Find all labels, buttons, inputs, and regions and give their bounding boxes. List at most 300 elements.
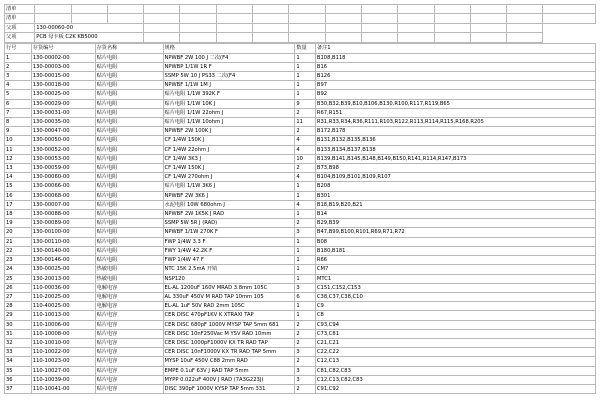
header-cell bbox=[144, 14, 180, 23]
header-cell bbox=[253, 33, 289, 42]
table-cell: B08 bbox=[315, 237, 595, 246]
header-cell bbox=[434, 14, 470, 23]
table-cell: 贴片电阻 bbox=[95, 62, 163, 71]
table-cell: 贴片电容 bbox=[95, 375, 163, 384]
table-cell: FWP 1/4W 3.3 F bbox=[163, 237, 295, 246]
table-cell: 1 bbox=[295, 246, 316, 255]
table-cell: 贴片电容 bbox=[95, 366, 163, 375]
table-cell: B16 bbox=[315, 62, 595, 71]
table-cell: C93,C94 bbox=[315, 320, 595, 329]
table-cell: 贴片电阻 bbox=[95, 99, 163, 108]
header-cell bbox=[216, 5, 252, 14]
table-cell: 贴片电阻 bbox=[95, 127, 163, 136]
table-row bbox=[5, 62, 596, 71]
column-header: 备注1 bbox=[315, 43, 595, 53]
table-cell: CER DISC 10nF1000V KX TR RAD TAP 5mm bbox=[163, 348, 295, 357]
header-row bbox=[5, 33, 596, 42]
header-label: 清单 bbox=[5, 14, 35, 23]
table-cell: 贴片电阻 bbox=[95, 72, 163, 81]
table-cell: 14 bbox=[5, 173, 32, 182]
table-row bbox=[5, 127, 596, 136]
table-cell: 20 bbox=[5, 228, 32, 237]
table-cell: C8 bbox=[315, 311, 595, 320]
column-header: 存货编号 bbox=[31, 43, 95, 53]
table-cell: 130-00146-00 bbox=[31, 256, 95, 265]
parent-label: 父项 bbox=[5, 23, 35, 32]
header-cell bbox=[289, 14, 325, 23]
header-cell bbox=[543, 14, 596, 23]
parent-desc-value: PCB 母卡板 C2K KB5000 bbox=[35, 33, 144, 42]
table-cell: 110-10008-00 bbox=[31, 329, 95, 338]
table-cell: 25 bbox=[5, 274, 32, 283]
table-cell: 22 bbox=[5, 246, 32, 255]
header-cell bbox=[398, 33, 434, 42]
header-cell bbox=[507, 14, 543, 23]
table-cell: 1 bbox=[295, 72, 316, 81]
header-cell bbox=[180, 23, 216, 32]
table-cell: 热敏电阻 bbox=[95, 274, 163, 283]
header-cell bbox=[325, 14, 361, 23]
table-cell: 32 bbox=[5, 338, 32, 347]
table-row bbox=[5, 283, 596, 292]
table-cell: 30 bbox=[5, 320, 32, 329]
table-row bbox=[5, 274, 596, 283]
table-cell: 2 bbox=[295, 329, 316, 338]
table-cell: CF 1/4W 3K3 J bbox=[163, 154, 295, 163]
table-cell: NPWBP 1/1W 1R F bbox=[163, 62, 295, 71]
table-cell: 12 bbox=[5, 154, 32, 163]
table-cell: 贴片电阻 1/1W 10K J bbox=[163, 99, 295, 108]
table-cell: B131,B132,B135,B136 bbox=[315, 136, 595, 145]
table-cell: B108,B118 bbox=[315, 53, 595, 62]
header-table bbox=[4, 4, 596, 43]
table-row bbox=[5, 320, 596, 329]
header-cell bbox=[470, 23, 506, 32]
table-cell: 130-00110-00 bbox=[31, 237, 95, 246]
table-cell: 贴片电阻 bbox=[95, 108, 163, 117]
table-cell: C12,C13 bbox=[315, 357, 595, 366]
table-cell: 贴片电阻 bbox=[95, 246, 163, 255]
header-cell bbox=[507, 23, 543, 32]
table-cell: CER DISC 470pF1KV K XTRAXI TAP bbox=[163, 311, 295, 320]
table-cell: 8 bbox=[5, 118, 32, 127]
table-row bbox=[5, 108, 596, 117]
header-cell bbox=[216, 23, 252, 32]
table-cell: 2 bbox=[295, 164, 316, 173]
table-row bbox=[5, 256, 596, 265]
table-cell: 贴片电容 bbox=[95, 348, 163, 357]
table-cell: 37 bbox=[5, 384, 32, 393]
table-cell: C21,C21 bbox=[315, 338, 595, 347]
table-row bbox=[5, 311, 596, 320]
table-cell: 33 bbox=[5, 348, 32, 357]
table-cell: 电解电容 bbox=[95, 302, 163, 311]
header-cell bbox=[361, 33, 397, 42]
table-row bbox=[5, 191, 596, 200]
table-cell: 贴片电容 bbox=[95, 357, 163, 366]
table-cell: NPWBF 2W 3K6 J bbox=[163, 191, 295, 200]
header-cell bbox=[180, 14, 216, 23]
table-cell: 13 bbox=[5, 164, 32, 173]
table-row bbox=[5, 72, 596, 81]
table-cell: 3 bbox=[295, 228, 316, 237]
table-row bbox=[5, 136, 596, 145]
table-cell: 贴片电阻 1/1W 392K F bbox=[163, 90, 295, 99]
table-cell: C91,C92 bbox=[315, 384, 595, 393]
table-cell: 34 bbox=[5, 357, 32, 366]
table-cell: 9 bbox=[5, 127, 32, 136]
table-cell: 110-10027-00 bbox=[31, 366, 95, 375]
table-cell: 贴片电阻 1/1W 10ohm J bbox=[163, 118, 295, 127]
table-cell: 9 bbox=[295, 99, 316, 108]
table-cell: 18 bbox=[5, 210, 32, 219]
header-cell bbox=[144, 23, 180, 32]
table-cell: B301 bbox=[315, 191, 595, 200]
table-cell: 贴片电容 bbox=[95, 320, 163, 329]
table-cell: 130-00140-00 bbox=[31, 246, 95, 255]
table-cell: 110-20025-00 bbox=[31, 292, 95, 301]
table-cell: 贴片电阻 bbox=[95, 200, 163, 209]
table-cell: 贴片电阻 bbox=[95, 191, 163, 200]
table-cell: 1 bbox=[295, 191, 316, 200]
table-cell: 130-00068-00 bbox=[31, 191, 95, 200]
table-cell: 130-00047-00 bbox=[31, 127, 95, 136]
column-header: 行号 bbox=[5, 43, 32, 53]
table-row bbox=[5, 99, 596, 108]
table-cell: 130-00059-00 bbox=[31, 164, 95, 173]
table-cell: 贴片电容 bbox=[95, 338, 163, 347]
table-cell: 130-20013-00 bbox=[31, 274, 95, 283]
table-cell: 贴片电阻 bbox=[95, 219, 163, 228]
table-row bbox=[5, 154, 596, 163]
table-cell: 1 bbox=[295, 81, 316, 90]
table-cell: 3 bbox=[295, 283, 316, 292]
table-cell: 130-00052-00 bbox=[31, 145, 95, 154]
table-row bbox=[5, 228, 596, 237]
table-cell: B104,B109,B101,B109,R107 bbox=[315, 173, 595, 182]
table-cell: MTC1 bbox=[315, 274, 595, 283]
table-cell: B133,B134,B137,B138 bbox=[315, 145, 595, 154]
table-cell: 24 bbox=[5, 265, 32, 274]
header-cell bbox=[434, 5, 470, 14]
table-cell: 11 bbox=[5, 145, 32, 154]
table-cell: 1 bbox=[295, 62, 316, 71]
table-cell: CER DISC 10nF250Vac M YSV RAD 10mm bbox=[163, 329, 295, 338]
table-cell: EL-AL 1200uF 160V MRAD 3.8mm 105C bbox=[163, 283, 295, 292]
table-cell: 电解电容 bbox=[95, 283, 163, 292]
table-cell: C38,C37,C38,C10 bbox=[315, 292, 595, 301]
table-cell: 110-00036-00 bbox=[31, 283, 95, 292]
parent-value: 130-00060-00 bbox=[35, 23, 144, 32]
header-cell bbox=[361, 14, 397, 23]
table-cell: DISC 390pF 1000V KYSP TAP 5mm 331 bbox=[163, 384, 295, 393]
header-cell bbox=[361, 23, 397, 32]
table-cell: B126 bbox=[315, 72, 595, 81]
table-cell: 1 bbox=[295, 302, 316, 311]
table-cell: B18,B19,B20,B21 bbox=[315, 200, 595, 209]
header-cell bbox=[507, 5, 543, 14]
table-cell: 130-00066-00 bbox=[31, 182, 95, 191]
table-row bbox=[5, 118, 596, 127]
table-row bbox=[5, 173, 596, 182]
table-cell: B139,B141,B145,B148,B149,B150,R141,R114,R147,B173 bbox=[315, 154, 595, 163]
table-cell: 130-00100-00 bbox=[31, 228, 95, 237]
table-cell: NPWBF 1/1W 270K F bbox=[163, 228, 295, 237]
table-row bbox=[5, 357, 596, 366]
table-cell: 130-00007-00 bbox=[31, 200, 95, 209]
table-cell: 23 bbox=[5, 256, 32, 265]
header-cell bbox=[107, 14, 143, 23]
table-cell: CM7 bbox=[315, 265, 595, 274]
table-cell: 贴片电阻 bbox=[95, 237, 163, 246]
header-value bbox=[35, 5, 71, 14]
header-label: 清单 bbox=[5, 5, 35, 14]
table-cell: B29,B39 bbox=[315, 219, 595, 228]
header-cell bbox=[71, 14, 107, 23]
table-row bbox=[5, 292, 596, 301]
table-row bbox=[5, 210, 596, 219]
table-cell: EL-AL 1uF 50V RAD 2mm 105C bbox=[163, 302, 295, 311]
table-cell: 29 bbox=[5, 311, 32, 320]
table-cell: 1 bbox=[295, 210, 316, 219]
table-row bbox=[5, 329, 596, 338]
table-cell: 130-00029-00 bbox=[31, 99, 95, 108]
table-header-row bbox=[5, 43, 596, 53]
table-cell: NPWBF 2W 100K J bbox=[163, 127, 295, 136]
table-cell: 2 bbox=[295, 219, 316, 228]
table-cell: 3 bbox=[295, 375, 316, 384]
table-cell: 2 bbox=[295, 338, 316, 347]
table-cell: C9 bbox=[315, 302, 595, 311]
table-row bbox=[5, 384, 596, 393]
table-cell: 11 bbox=[295, 118, 316, 127]
table-cell: 1 bbox=[295, 53, 316, 62]
table-cell: B97 bbox=[315, 81, 595, 90]
header-cell bbox=[289, 23, 325, 32]
header-cell bbox=[180, 33, 216, 42]
header-cell bbox=[434, 33, 470, 42]
column-header: 数量 bbox=[295, 43, 316, 53]
table-cell: 贴片电阻 bbox=[95, 173, 163, 182]
table-cell: 15 bbox=[5, 182, 32, 191]
table-cell: 贴片电阻 bbox=[95, 90, 163, 99]
table-cell: C151,C152,C153 bbox=[315, 283, 595, 292]
table-cell: 2 bbox=[295, 357, 316, 366]
table-cell: 130-00003-00 bbox=[31, 62, 95, 71]
table-cell: MYPP 0.022uF 400V J RAD (7A3G223J) bbox=[163, 375, 295, 384]
table-cell: CF 1/4W 22ohm J bbox=[163, 145, 295, 154]
table-cell: C12,C13,C82,C83 bbox=[315, 375, 595, 384]
table-cell: 贴片电阻 bbox=[95, 164, 163, 173]
header-value bbox=[35, 14, 71, 23]
table-cell: AL 330uF 450V M RAD TAP 10mm 105 bbox=[163, 292, 295, 301]
table-cell: SSMP 5W 5R J (RAD) bbox=[163, 219, 295, 228]
table-row bbox=[5, 265, 596, 274]
table-cell: 贴片电阻 1/1W 3K6 J bbox=[163, 182, 295, 191]
header-cell bbox=[434, 23, 470, 32]
table-cell: 110-10010-00 bbox=[31, 338, 95, 347]
table-cell: 贴片电阻 bbox=[95, 154, 163, 163]
table-cell: B73,B98 bbox=[315, 164, 595, 173]
table-row bbox=[5, 375, 596, 384]
table-cell: 10 bbox=[5, 136, 32, 145]
header-cell bbox=[180, 5, 216, 14]
table-cell: 35 bbox=[5, 366, 32, 375]
table-cell: FWP 1/4W 47 F bbox=[163, 256, 295, 265]
table-cell: 17 bbox=[5, 200, 32, 209]
table-cell: NPWBF 1/1W 1M J bbox=[163, 81, 295, 90]
column-header: 存货名称 bbox=[95, 43, 163, 53]
table-cell: 130-00002-00 bbox=[31, 53, 95, 62]
parent-desc-label: 父项 bbox=[5, 33, 35, 42]
table-cell: 贴片电容 bbox=[95, 384, 163, 393]
table-cell: 36 bbox=[5, 375, 32, 384]
header-cell bbox=[144, 33, 180, 42]
table-cell: 1 bbox=[295, 311, 316, 320]
table-cell: 3 bbox=[295, 348, 316, 357]
header-cell bbox=[398, 5, 434, 14]
header-row bbox=[5, 23, 596, 32]
table-cell: 5 bbox=[5, 90, 32, 99]
table-cell: 6 bbox=[5, 99, 32, 108]
table-cell: 电解电容 bbox=[95, 292, 163, 301]
table-cell: 110-10006-00 bbox=[31, 320, 95, 329]
header-cell bbox=[470, 5, 506, 14]
table-cell: 1 bbox=[295, 274, 316, 283]
table-row bbox=[5, 338, 596, 347]
table-cell: 贴片电阻 bbox=[95, 136, 163, 145]
table-cell: 3 bbox=[295, 366, 316, 375]
table-cell: 10 bbox=[295, 154, 316, 163]
table-cell: B180,B181 bbox=[315, 246, 595, 255]
header-cell bbox=[216, 33, 252, 42]
table-cell: R67,R151 bbox=[315, 108, 595, 117]
table-cell: NPWBF 2W 100 J 二次(F4 bbox=[163, 53, 295, 62]
table-cell: NTC 15K 2.5mA 开销 bbox=[163, 265, 295, 274]
table-cell: 19 bbox=[5, 219, 32, 228]
header-cell bbox=[253, 5, 289, 14]
table-cell: 7 bbox=[5, 108, 32, 117]
table-cell: B30,B32,B39,B10,B106,B130,R100,R117,R119,B65 bbox=[315, 99, 595, 108]
table-row bbox=[5, 164, 596, 173]
header-cell bbox=[216, 14, 252, 23]
table-cell: CER DISC 680pF 1000V MYSP TAP 5mm 681 bbox=[163, 320, 295, 329]
column-header: 规格 bbox=[163, 43, 295, 53]
table-cell: 130-00089-00 bbox=[31, 219, 95, 228]
table-cell: MYSP 10uF 450V C88 2mm RAD bbox=[163, 357, 295, 366]
table-cell: 21 bbox=[5, 237, 32, 246]
table-cell: 130-00025-00 bbox=[31, 265, 95, 274]
table-row bbox=[5, 182, 596, 191]
table-cell: 130-00025-00 bbox=[31, 90, 95, 99]
header-cell bbox=[253, 23, 289, 32]
header-cell bbox=[253, 14, 289, 23]
table-cell: 130-00018-00 bbox=[31, 81, 95, 90]
table-cell: B14 bbox=[315, 210, 595, 219]
table-cell: C81,C82,C83 bbox=[315, 366, 595, 375]
table-cell: 130-00053-00 bbox=[31, 154, 95, 163]
table-cell: SSMP 5W 10 J PS33 二次(F4 bbox=[163, 72, 295, 81]
table-cell: 26 bbox=[5, 283, 32, 292]
table-cell: 110-40025-00 bbox=[31, 302, 95, 311]
table-cell: 110-10013-00 bbox=[31, 311, 95, 320]
table-cell: R66 bbox=[315, 256, 595, 265]
table-cell: 4 bbox=[295, 136, 316, 145]
table-cell: B172,B178 bbox=[315, 127, 595, 136]
table-cell: 3 bbox=[5, 72, 32, 81]
table-row bbox=[5, 237, 596, 246]
table-row bbox=[5, 200, 596, 209]
header-cell bbox=[470, 33, 506, 42]
header-cell bbox=[289, 33, 325, 42]
table-row bbox=[5, 246, 596, 255]
header-cell bbox=[361, 5, 397, 14]
table-cell: 2 bbox=[5, 62, 32, 71]
table-cell: 贴片电阻 1/1W 22ohm J bbox=[163, 108, 295, 117]
table-cell: 贴片电阻 bbox=[95, 118, 163, 127]
table-cell: NPWBF 2W 1K5K J RAD bbox=[163, 210, 295, 219]
header-cell bbox=[398, 23, 434, 32]
table-cell: 31 bbox=[5, 329, 32, 338]
table-cell: C22,C22 bbox=[315, 348, 595, 357]
table-row bbox=[5, 348, 596, 357]
table-cell: 130-00015-00 bbox=[31, 72, 95, 81]
table-cell: 贴片电阻 bbox=[95, 228, 163, 237]
table-cell: 1 bbox=[295, 237, 316, 246]
table-row bbox=[5, 219, 596, 228]
table-cell: 贴片电阻 bbox=[95, 210, 163, 219]
header-row bbox=[5, 14, 596, 23]
header-row bbox=[5, 5, 596, 14]
table-cell: 4 bbox=[295, 200, 316, 209]
table-cell: 2 bbox=[295, 127, 316, 136]
table-cell: C73,C81 bbox=[315, 329, 595, 338]
table-cell: 热敏电阻 bbox=[95, 265, 163, 274]
table-cell: 2 bbox=[295, 108, 316, 117]
table-cell: 水泥电阻 10W 680ohm J bbox=[163, 200, 295, 209]
table-cell: 贴片电阻 bbox=[95, 256, 163, 265]
table-cell: 贴片电阻 bbox=[95, 182, 163, 191]
table-cell: 130-00060-00 bbox=[31, 173, 95, 182]
header-cell bbox=[289, 5, 325, 14]
header-cell bbox=[107, 5, 143, 14]
table-cell: NSP120 bbox=[163, 274, 295, 283]
bom-table bbox=[4, 43, 596, 395]
table-cell: 4 bbox=[295, 173, 316, 182]
header-cell bbox=[470, 14, 506, 23]
table-cell: 贴片电容 bbox=[95, 311, 163, 320]
header-cell bbox=[71, 5, 107, 14]
table-cell: 6 bbox=[295, 292, 316, 301]
table-cell: 1 bbox=[295, 182, 316, 191]
table-cell: 4 bbox=[295, 145, 316, 154]
table-cell: 2 bbox=[295, 320, 316, 329]
table-cell: 130-00035-00 bbox=[31, 118, 95, 127]
table-cell: 28 bbox=[5, 302, 32, 311]
table-row bbox=[5, 53, 596, 62]
table-cell: B92 bbox=[315, 90, 595, 99]
table-cell: 贴片电阻 bbox=[95, 53, 163, 62]
table-body bbox=[5, 53, 596, 394]
table-cell: 110-10023-00 bbox=[31, 357, 95, 366]
table-cell: 130-00050-00 bbox=[31, 136, 95, 145]
table-row bbox=[5, 366, 596, 375]
table-cell: 110-10041-00 bbox=[31, 384, 95, 393]
header-cell bbox=[325, 5, 361, 14]
table-cell: 1 bbox=[5, 53, 32, 62]
header-cell bbox=[325, 33, 361, 42]
table-row bbox=[5, 302, 596, 311]
